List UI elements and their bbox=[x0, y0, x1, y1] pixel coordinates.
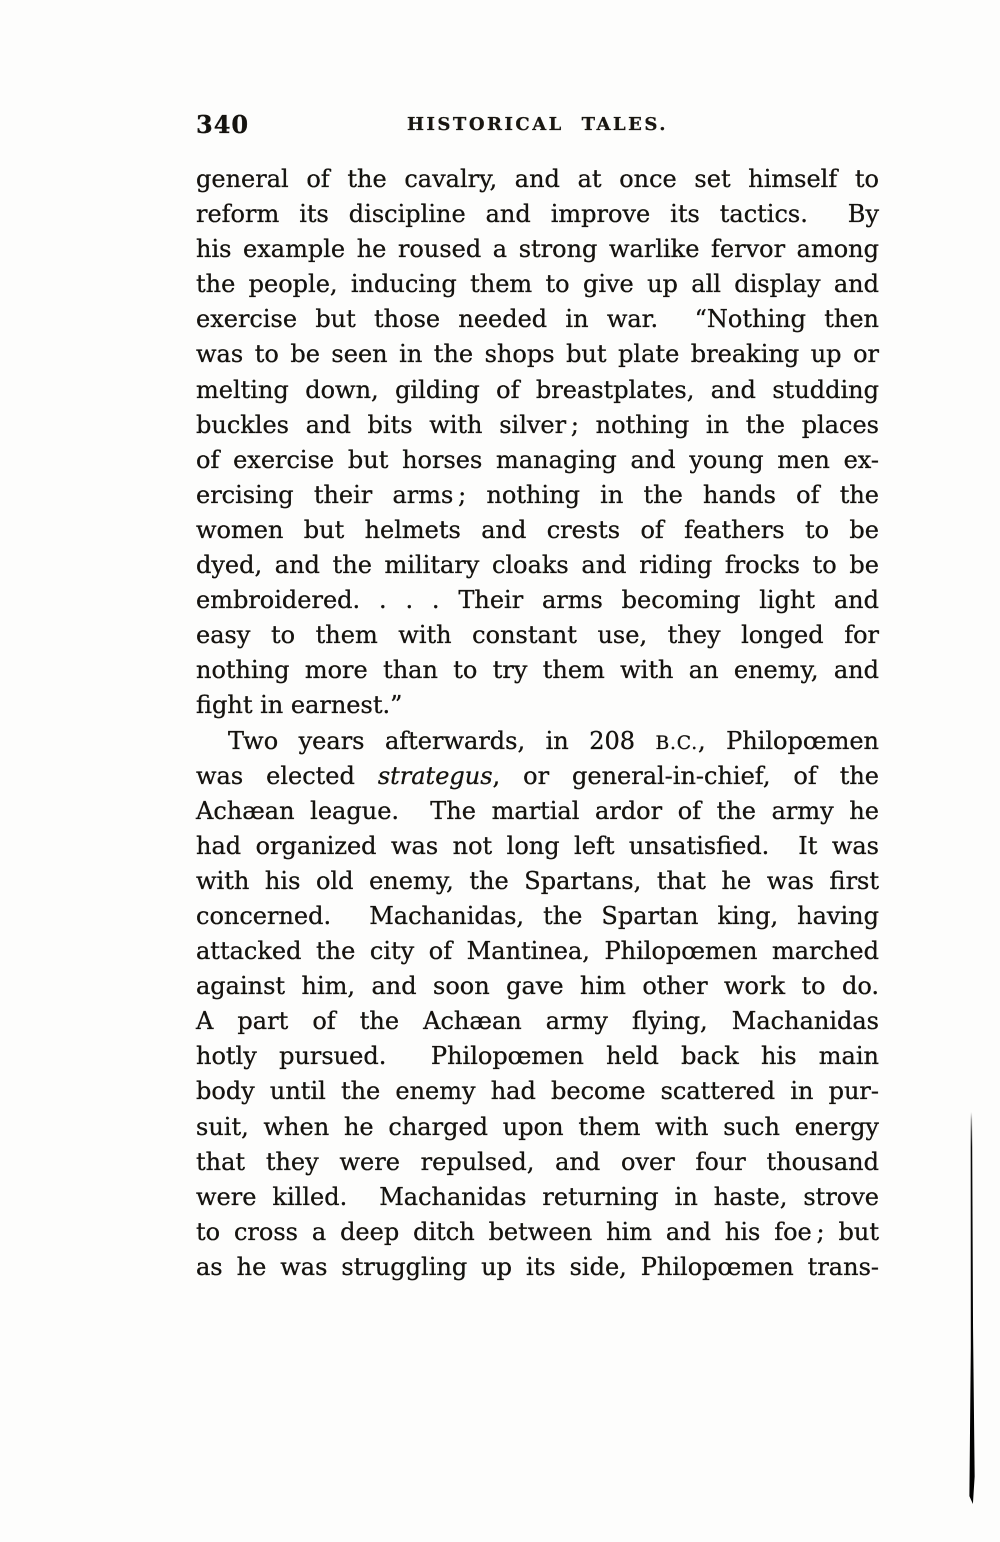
text-line: was to be seen in the shops but plate breaking up or bbox=[196, 340, 879, 369]
text-line: as he was struggling up its side, Philopœmen trans- bbox=[196, 1252, 879, 1281]
text-line: against him, and soon gave him other work to do. bbox=[196, 972, 879, 1001]
text-line: easy to them with constant use, they longed for bbox=[196, 621, 879, 650]
text-line: buckles and bits with silver ; nothing in the places bbox=[196, 410, 879, 439]
text-line: Achæan league. The martial ardor of the army he bbox=[196, 796, 879, 825]
text-line: was elected strategus, or general-in-chief, of the bbox=[196, 761, 879, 790]
text-line: exercise but those needed in war. “Nothing then bbox=[196, 305, 879, 334]
text-line: concerned. Machanidas, the Spartan king, having bbox=[196, 901, 879, 930]
text-line: his example he roused a strong warlike fervor among bbox=[196, 235, 879, 264]
running-title: HISTORICAL TALES. bbox=[407, 114, 668, 135]
text-line: ercising their arms ; nothing in the hands of the bbox=[196, 480, 879, 509]
text-line: had organized was not long left unsatisfied. It was bbox=[196, 831, 879, 860]
text-line: of exercise but horses managing and young men ex- bbox=[196, 445, 879, 474]
text-line: that they were repulsed, and over four thousand bbox=[196, 1147, 879, 1176]
text-line: Two years afterwards, in 208 B.C., Philopœmen bbox=[228, 726, 879, 755]
text-line: A part of the Achæan army flying, Machanidas bbox=[196, 1007, 879, 1036]
text-line: general of the cavalry, and at once set himself to bbox=[196, 165, 879, 193]
text-line: to cross a deep ditch between him and his foe ; but bbox=[196, 1217, 879, 1246]
text-line: hotly pursued. Philopœmen held back his main bbox=[196, 1042, 879, 1071]
page-number: 340 bbox=[196, 110, 250, 139]
scan-artifact-line bbox=[968, 1112, 975, 1504]
text-line: with his old enemy, the Spartans, that he was first bbox=[196, 866, 879, 895]
text-line: melting down, gilding of breastplates, and studding bbox=[196, 375, 879, 404]
text-line: the people, inducing them to give up all display and bbox=[196, 270, 879, 299]
text-line: suit, when he charged upon them with such energy bbox=[196, 1112, 879, 1141]
page-header bbox=[196, 108, 879, 142]
text-line: dyed, and the military cloaks and riding frocks to be bbox=[196, 551, 879, 580]
text-line: nothing more than to try them with an enemy, and bbox=[196, 656, 879, 685]
text-line: women but helmets and crests of feathers to be bbox=[196, 515, 879, 544]
text-line: were killed. Machanidas returning in haste, strove bbox=[196, 1182, 879, 1211]
text-line: reform its discipline and improve its tactics. By bbox=[196, 200, 879, 229]
text-line: attacked the city of Mantinea, Philopœmen marched bbox=[196, 937, 879, 966]
text-block bbox=[196, 162, 879, 1285]
text-line: fight in earnest.” bbox=[196, 691, 403, 720]
text-line: embroidered. . . . Their arms becoming light and bbox=[196, 586, 879, 615]
text-line: body until the enemy had become scattered in pur- bbox=[196, 1077, 879, 1106]
